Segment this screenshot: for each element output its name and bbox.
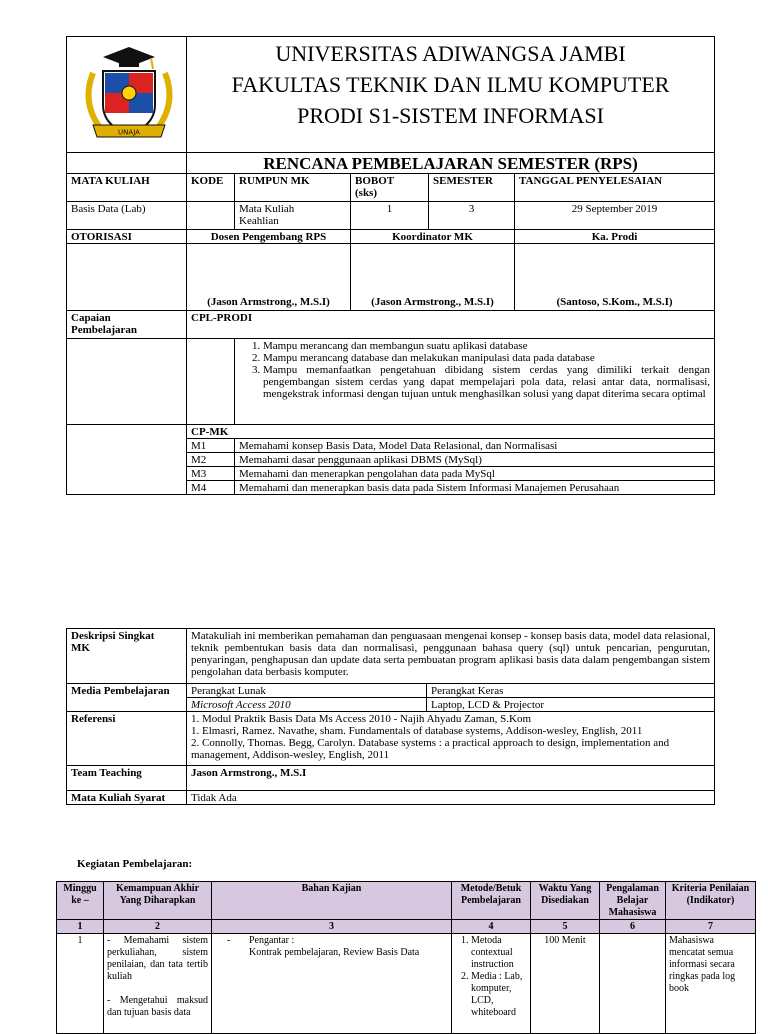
cpmk-label: CP-MK: [187, 425, 715, 439]
kegiatan-col-number: 7: [666, 920, 756, 934]
capaian-label: Capaian Pembelajaran: [67, 311, 187, 339]
col-header-tanggal: TANGGAL PENYELESAIAN: [515, 174, 715, 202]
kegiatan-col-header: Minggu ke –: [57, 882, 104, 920]
cpl-list-cell: [235, 339, 715, 425]
kegiatan-metode: 1. Metoda contextual instruction 2. Media : Lab, komputer, LCD, whiteboard: [452, 934, 531, 1034]
kaprodi-label: Ka. Prodi: [515, 230, 715, 244]
kegiatan-table: [56, 881, 756, 1034]
referensi-item: 1. Elmasri, Ramez. Navathe, sham. Fundamentals of database systems, Addison-wesley, English, 2011: [191, 725, 643, 737]
kegiatan-col-number: 6: [600, 920, 666, 934]
team-teaching-value: Jason Armstrong., M.S.I: [187, 766, 715, 791]
mk-syarat-label: Mata Kuliah Syarat: [67, 791, 187, 805]
logo-cell: [67, 37, 187, 153]
koordinator-signature: (Jason Armstrong., M.S.I): [351, 244, 515, 311]
kegiatan-col-header: Kemampuan Akhir Yang Diharapkan: [104, 882, 212, 920]
rps-header-table: [66, 36, 715, 495]
kegiatan-col-number: 4: [452, 920, 531, 934]
referensi-item: 1. Modul Praktik Basis Data Ms Access 2010 - Najih Ahyadu Zaman, S.Kom: [191, 713, 532, 725]
kegiatan-bahan: - Pengantar : Kontrak pembelajaran, Review Basis Data: [212, 934, 452, 1034]
cpmk-text: Memahami dasar penggunaan aplikasi DBMS (MySql): [235, 453, 715, 467]
kegiatan-pengalaman: [600, 934, 666, 1034]
program-name: PRODI S1-SISTEM INFORMASI: [297, 103, 604, 128]
cpmk-text: Memahami dan menerapkan pengolahan data pada MySql: [235, 467, 715, 481]
referensi-list: [187, 712, 715, 766]
kegiatan-col-number: 3: [212, 920, 452, 934]
kegiatan-col-header: Bahan Kajian: [212, 882, 452, 920]
col-header-semester: SEMESTER: [429, 174, 515, 202]
document-title: RENCANA PEMBELAJARAN SEMESTER (RPS): [187, 153, 715, 174]
dosen-label: Dosen Pengembang RPS: [187, 230, 351, 244]
col-header-rumpun: RUMPUN MK: [235, 174, 351, 202]
kaprodi-signature: (Santoso, S.Kom., M.S.I): [515, 244, 715, 311]
course-name: Basis Data (Lab): [67, 202, 187, 230]
deskripsi-text: Matakuliah ini memberikan pemahaman dan penguasaan mengenai konsep - konsep basis data, model data relasional, teknik pembentukan basis data dan normalisasi, penggunaan bahasa query (sql) untuk pencarian, pengurutan, penyaringan, penghapusan dan update data serta pembuatan program aplikasi basis data dalam pengembangan sistem pengolahan data berbasis komputer.: [187, 629, 715, 684]
perangkat-lunak-label: Perangkat Lunak: [187, 684, 427, 698]
cpmk-code: M1: [187, 439, 235, 453]
university-logo: [79, 43, 179, 143]
kegiatan-col-number: 1: [57, 920, 104, 934]
mk-syarat-value: Tidak Ada: [187, 791, 715, 805]
otorisasi-label: OTORISASI: [67, 230, 187, 244]
course-rumpun: Mata Kuliah Keahlian: [235, 202, 351, 230]
team-teaching-label: Team Teaching: [67, 766, 187, 791]
kegiatan-waktu: 100 Menit: [531, 934, 600, 1034]
referensi-label: Referensi: [67, 712, 187, 766]
referensi-item: 2. Connolly, Thomas. Begg, Carolyn. Database systems : a practical approach to design, implementation and management, Addison-wesley, English, 2011: [191, 737, 670, 761]
kegiatan-heading: Kegiatan Pembelajaran:: [77, 858, 193, 870]
course-semester: 3: [429, 202, 515, 230]
kegiatan-minggu: 1: [57, 934, 104, 1034]
cpmk-code: M2: [187, 453, 235, 467]
cpl-item: 2. Mampu merancang database dan melakukan manipulasi data pada database: [263, 352, 710, 364]
university-name: UNIVERSITAS ADIWANGSA JAMBI: [275, 41, 626, 66]
deskripsi-label: Deskripsi Singkat MK: [67, 629, 187, 684]
logo-ribbon-text: UNAJA: [118, 128, 140, 137]
cpmk-code: M3: [187, 467, 235, 481]
course-bobot: 1: [351, 202, 429, 230]
course-date: 29 September 2019: [515, 202, 715, 230]
perangkat-lunak-value: Microsoft Access 2010: [187, 698, 427, 712]
media-label: Media Pembelajaran: [67, 684, 187, 712]
cpl-prodi-label: CPL-PRODI: [187, 311, 715, 339]
cpl-list: [239, 340, 710, 400]
kegiatan-col-header: Waktu Yang Disediakan: [531, 882, 600, 920]
kegiatan-col-number: 2: [104, 920, 212, 934]
perangkat-keras-label: Perangkat Keras: [427, 684, 715, 698]
kegiatan-kriteria: Mahasiswa mencatat semua informasi secara ringkas pada log book: [666, 934, 756, 1034]
kegiatan-kemampuan: - Memahami sistem perkuliahan, sistem penilaian, dan tata tertib kuliah - Mengetahui maksud dan tujuan basis data: [104, 934, 212, 1034]
col-header-bobot: BOBOT (sks): [351, 174, 429, 202]
kegiatan-col-header: Pengalaman Belajar Mahasiswa: [600, 882, 666, 920]
koordinator-label: Koordinator MK: [351, 230, 515, 244]
kegiatan-col-header: Metode/Betuk Pembelajaran: [452, 882, 531, 920]
cpl-item: 1. Mampu merancang dan membangun suatu aplikasi database: [263, 340, 710, 352]
cpmk-text: Memahami konsep Basis Data, Model Data Relasional, dan Normalisasi: [235, 439, 715, 453]
faculty-name: FAKULTAS TEKNIK DAN ILMU KOMPUTER: [231, 72, 670, 97]
perangkat-keras-value: Laptop, LCD & Projector: [427, 698, 715, 712]
dosen-signature: (Jason Armstrong., M.S.I): [187, 244, 351, 311]
university-title-cell: [187, 37, 715, 153]
cpl-item: 3. Mampu memanfaatkan pengetahuan dibidang sistem cerdas yang dimiliki terkait dengan pengembangan sistem cerdas yang dapat mempelajari pola data, relasi antar data, normalisasi, mengekstrak informasi dengan tujuan untuk menghasilkan solusi yang dapat diterima secara optimal: [263, 364, 710, 400]
col-header-kode: KODE: [187, 174, 235, 202]
course-details-table: [66, 628, 715, 805]
cpmk-code: M4: [187, 481, 235, 495]
kegiatan-col-number: 5: [531, 920, 600, 934]
cpmk-text: Memahami dan menerapkan basis data pada Sistem Informasi Manajemen Perusahaan: [235, 481, 715, 495]
kegiatan-col-header: Kriteria Penilaian (Indikator): [666, 882, 756, 920]
course-code: [187, 202, 235, 230]
col-header-mata-kuliah: MATA KULIAH: [67, 174, 187, 202]
